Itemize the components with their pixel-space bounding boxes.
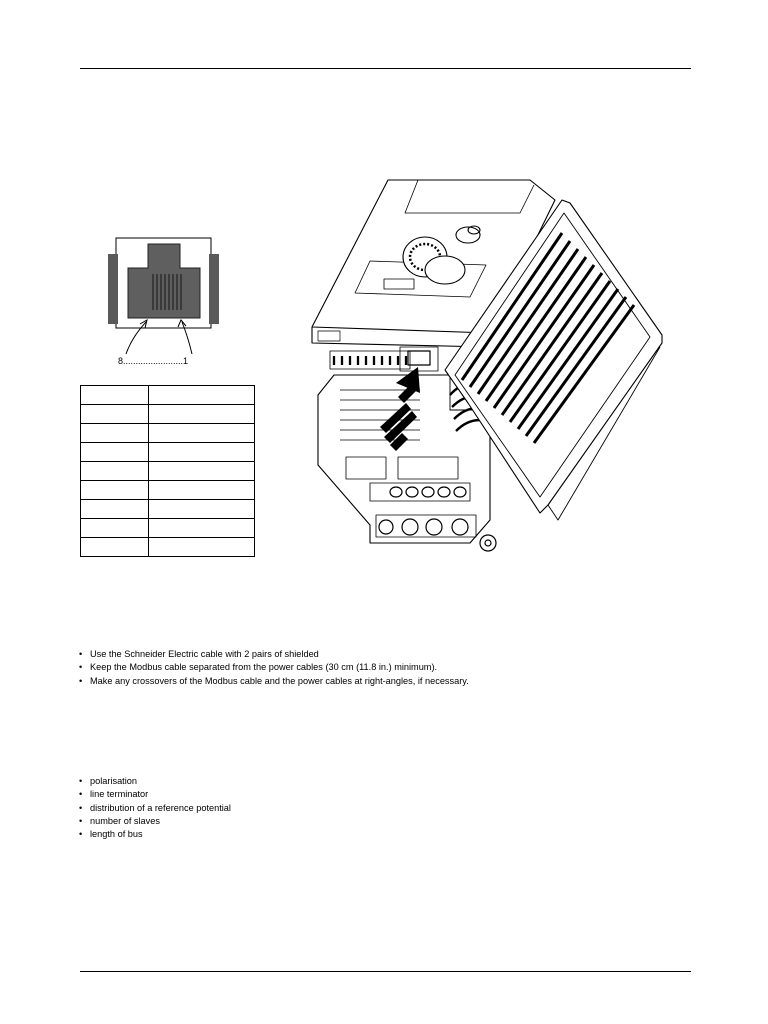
list-item	[79, 675, 469, 688]
cabling-rules-list	[79, 648, 469, 688]
table-cell	[81, 538, 149, 557]
list-item-text: Keep the Modbus cable separated from the power cables (30 cm (11.8 in.) minimum).	[90, 662, 438, 673]
table-cell	[149, 481, 255, 500]
table-cell	[149, 443, 255, 462]
list-item	[79, 775, 231, 788]
list-item-text: polarisation	[90, 776, 137, 786]
list-item-text: Use the Schneider Electric cable with 2 pairs of shielded	[90, 649, 319, 659]
list-item-text: Make any crossovers of the Modbus cable and the power cables at right-angles, if necessary.	[90, 675, 469, 686]
table-cell	[81, 405, 149, 424]
pin-range-label: 8........................1	[118, 356, 189, 366]
list-item	[79, 802, 231, 815]
table-cell	[81, 386, 149, 405]
table-cell	[81, 481, 149, 500]
table-cell	[149, 424, 255, 443]
table-cell	[149, 538, 255, 557]
table-row	[81, 424, 255, 443]
table-cell	[149, 519, 255, 538]
rj45-connector-figure	[104, 232, 224, 372]
table-cell	[149, 386, 255, 405]
table-cell	[81, 424, 149, 443]
list-item	[79, 661, 469, 674]
list-item-text: distribution of a reference potential	[90, 802, 231, 813]
bullet: •	[79, 815, 83, 826]
table-row	[81, 386, 255, 405]
drive-illustration	[300, 175, 665, 565]
list-item	[79, 815, 231, 828]
list-item-text: length of bus	[90, 829, 143, 840]
table-row	[81, 538, 255, 557]
table-row	[81, 500, 255, 519]
list-item-text: line terminator	[90, 789, 149, 800]
bullet: •	[79, 776, 83, 786]
list-item-text: number of slaves	[90, 815, 160, 826]
table-cell	[149, 405, 255, 424]
table-row	[81, 481, 255, 500]
list-item	[79, 828, 231, 841]
pin-assignment-table	[80, 385, 255, 557]
table-row	[81, 443, 255, 462]
table-cell	[81, 519, 149, 538]
bus-characteristics-list	[79, 775, 231, 841]
bullet: •	[79, 649, 83, 659]
table-cell	[149, 462, 255, 481]
table-row	[81, 462, 255, 481]
table-cell	[81, 462, 149, 481]
bullet: •	[79, 662, 83, 673]
list-item	[79, 788, 231, 801]
list-item	[79, 648, 469, 661]
table-cell	[81, 500, 149, 519]
bullet: •	[79, 675, 83, 686]
table-row	[81, 405, 255, 424]
bullet: •	[79, 802, 83, 813]
top-rule	[80, 68, 691, 69]
table-cell	[81, 443, 149, 462]
bullet: •	[79, 789, 83, 800]
table-cell	[149, 500, 255, 519]
bottom-rule	[80, 971, 691, 972]
table-row	[81, 519, 255, 538]
bullet: •	[79, 829, 83, 840]
